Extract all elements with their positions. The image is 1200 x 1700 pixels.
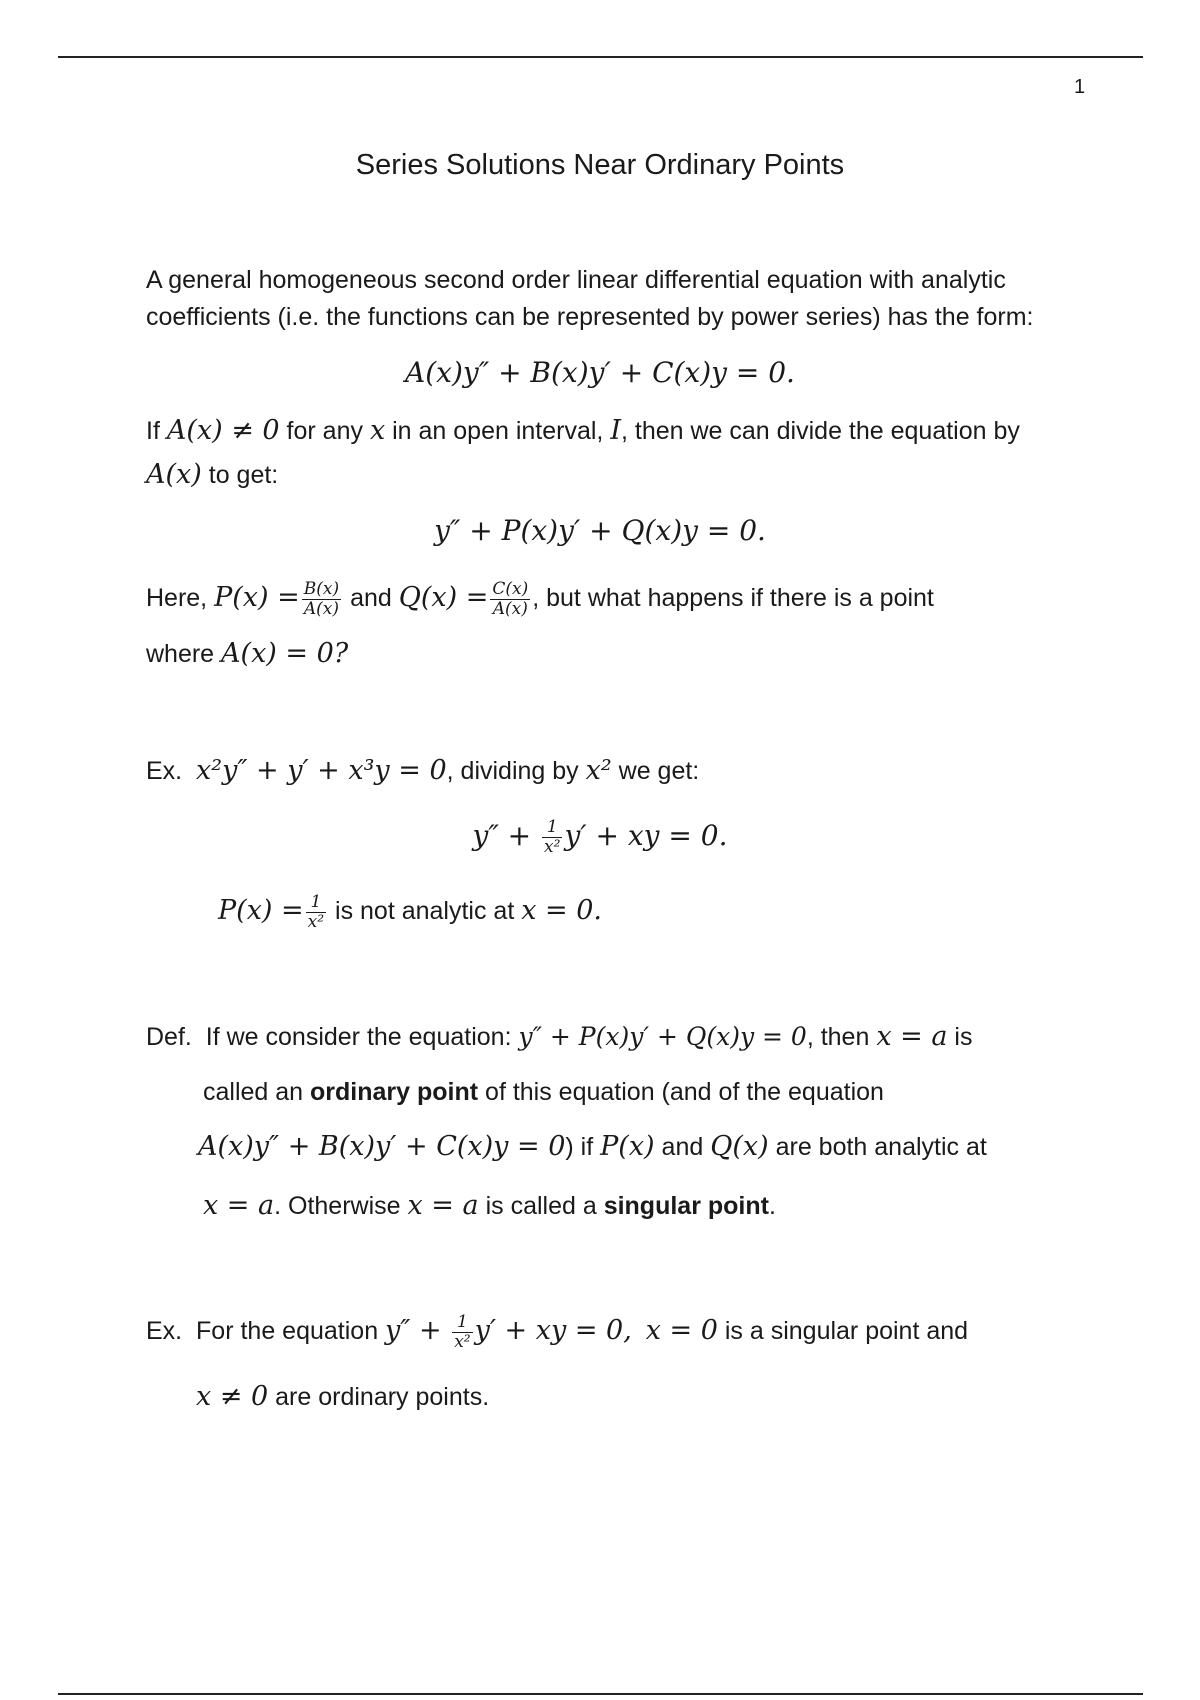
definition-l4-xa2: x = a xyxy=(407,1190,479,1221)
example-1-p-line xyxy=(218,893,602,932)
bottom-rule xyxy=(58,1693,1143,1695)
definition-l1-xa: x = a xyxy=(876,1021,948,1052)
example-2-ordinary: are ordinary points. xyxy=(268,1383,490,1411)
example-1-result xyxy=(0,818,1200,857)
example-1-result-den: x² xyxy=(544,837,561,857)
example-1-we-get: we get: xyxy=(611,757,700,785)
q-numerator: C(x) xyxy=(492,579,529,599)
definition-l3-if: ) if xyxy=(565,1133,601,1161)
definition-l3-and: and xyxy=(654,1133,711,1161)
divide-to-get: to get: xyxy=(201,461,279,489)
definition-singular-point: singular point xyxy=(603,1192,769,1220)
example-1-result-fraction xyxy=(542,818,562,857)
here-px: P(x) = xyxy=(214,582,300,614)
definition-l1-then: , then xyxy=(806,1023,877,1051)
definition-label: Def. xyxy=(146,1023,192,1051)
here-and: and xyxy=(343,584,399,613)
divide-line-1 xyxy=(146,414,1020,448)
here-but: , but what happens if there is a point xyxy=(532,584,934,613)
divide-line-2 xyxy=(146,458,278,492)
p-numerator: B(x) xyxy=(303,579,340,599)
definition-l2-pre: called an xyxy=(203,1078,311,1106)
definition-l4-other: . Otherwise xyxy=(274,1192,408,1220)
p-denominator: A(x) xyxy=(303,599,340,619)
definition-line-1 xyxy=(146,1020,972,1054)
definition-l1-eq: y″ + P(x)y′ + Q(x)y = 0 xyxy=(518,1022,807,1051)
divide-in-open: in an open interval, xyxy=(385,417,611,445)
example-2-eq-left: y″ + xyxy=(385,1315,451,1347)
definition-l3-qx: Q(x) xyxy=(710,1131,769,1162)
definition-l2-post: of this equation (and of the equation xyxy=(478,1078,884,1106)
example-2-for-eq: For the equation xyxy=(196,1317,386,1346)
example-2-line-1 xyxy=(146,1313,968,1352)
example-1-label: Ex. xyxy=(146,757,183,785)
here-line-2 xyxy=(146,637,348,671)
example-1-p-left: P(x) = xyxy=(218,895,304,927)
definition-line-2 xyxy=(203,1075,884,1109)
general-equation: A(x)y″ + B(x)y′ + C(x)y = 0. xyxy=(405,356,795,389)
example-2-den: x² xyxy=(454,1332,471,1352)
example-2-line-2 xyxy=(196,1380,489,1414)
definition-l4-end: . xyxy=(768,1192,776,1220)
here-line-1 xyxy=(146,580,934,619)
definition-l3-post: are both analytic at xyxy=(768,1133,987,1161)
example-1-equation: x²y″ + y′ + x³y = 0 xyxy=(196,755,447,786)
example-1-p-fraction xyxy=(306,893,326,932)
example-1-at: x = 0. xyxy=(521,895,603,927)
here-where-eq: A(x) = 0? xyxy=(221,638,349,669)
page-number: 1 xyxy=(1074,76,1086,98)
example-1-result-left: y″ + xyxy=(472,819,541,852)
here-label: Here, xyxy=(146,584,215,613)
divide-x: x xyxy=(369,415,386,446)
example-1-p-num: 1 xyxy=(306,893,326,913)
example-2-fraction xyxy=(452,1313,472,1352)
definition-line-3 xyxy=(198,1130,987,1164)
divide-then: , then we can divide the equation by xyxy=(621,417,1020,445)
example-1-x2: x² xyxy=(585,755,612,786)
here-where: where xyxy=(146,640,222,668)
page-title: Series Solutions Near Ordinary Points xyxy=(355,149,845,181)
example-2-num: 1 xyxy=(452,1313,472,1333)
divide-interval: I xyxy=(610,415,621,446)
divide-ax: A(x) xyxy=(146,459,202,490)
p-fraction xyxy=(302,580,341,619)
example-1-dividing: , dividing by xyxy=(446,757,586,785)
definition-ordinary-point: ordinary point xyxy=(310,1078,479,1106)
example-1-line-1 xyxy=(146,754,699,788)
divide-cond: A(x) ≠ 0 xyxy=(166,415,280,446)
intro-line-2: coefficients (i.e. the functions can be represented by power series) has the form: xyxy=(146,303,1034,331)
definition-l3-px: P(x) xyxy=(600,1131,655,1162)
definition-l3-eq: A(x)y″ + B(x)y′ + C(x)y = 0 xyxy=(198,1131,566,1162)
example-1-not-analytic: is not analytic at xyxy=(328,897,522,926)
example-1-result-num: 1 xyxy=(542,818,562,838)
example-2-eq-right: y′ + xy = 0, xyxy=(474,1315,632,1347)
example-1-result-right: y′ + xy = 0. xyxy=(564,819,728,852)
example-2-x0: x = 0 xyxy=(645,1315,718,1347)
example-1-p-den: x² xyxy=(307,912,325,932)
example-2-singular: is a singular point and xyxy=(717,1317,969,1346)
top-rule xyxy=(58,56,1143,58)
example-2-xne0: x ≠ 0 xyxy=(196,1381,269,1412)
normal-equation: y″ + P(x)y′ + Q(x)y = 0. xyxy=(434,514,766,547)
definition-l4-xa: x = a xyxy=(203,1190,275,1221)
divide-if: If xyxy=(146,417,167,445)
definition-line-4 xyxy=(203,1189,776,1223)
definition-l1-text: If we consider the equation: xyxy=(205,1023,519,1051)
definition-l1-is: is xyxy=(947,1023,973,1051)
divide-for-any: for any xyxy=(279,417,370,445)
intro-line-1: A general homogeneous second order linear differential equation with analytic xyxy=(146,266,1006,294)
q-denominator: A(x) xyxy=(492,599,528,619)
q-fraction xyxy=(490,580,530,619)
definition-l4-called: is called a xyxy=(478,1192,604,1220)
here-qx: Q(x) = xyxy=(398,582,489,614)
example-2-label: Ex. xyxy=(146,1317,183,1346)
